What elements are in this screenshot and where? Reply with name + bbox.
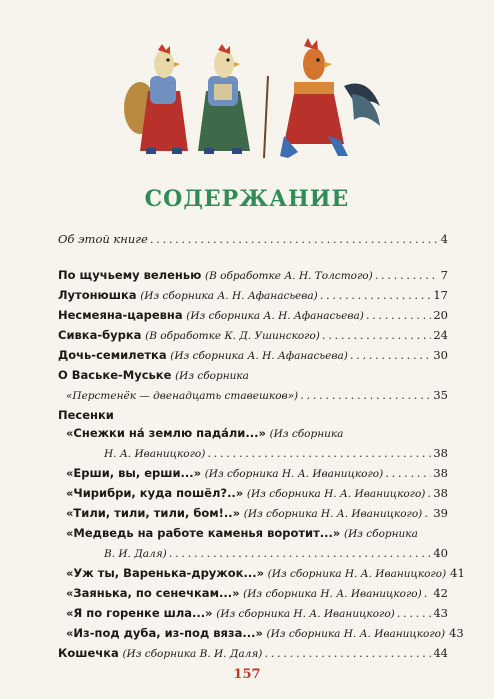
toc-entry[interactable]: «Медведь на работе каменья воротит...» (Из сборника <box>66 526 418 540</box>
hen-middle-icon <box>198 44 250 154</box>
toc-entry[interactable]: «Чирибри, куда пошёл?..» (Из сборника Н. А. Иваницкого) . . . 38 <box>66 486 448 503</box>
section-heading-songs: Песенки <box>58 408 114 422</box>
toc-entry[interactable]: Кошечка (Из сборника В. И. Даля) . . . 44 <box>58 646 448 663</box>
toc-entry[interactable]: О Ваське-Муське (Из сборника <box>58 368 249 382</box>
toc-entry[interactable]: Несмеяна-царевна (Из сборника А. Н. Афанасьева) . . . 20 <box>58 308 448 325</box>
page-number: 157 <box>233 667 261 682</box>
toc-entry[interactable]: «Снежки на́ землю пада́ли...» (Из сборника <box>66 426 344 440</box>
toc-entry[interactable]: По щучьему веленью (В обработке А. Н. Толстого) . . . 7 <box>58 268 448 285</box>
toc-entry-cont[interactable]: В. И. Даля) . . . 40 <box>104 546 448 563</box>
toc-entry[interactable]: «Я по горенке шла...» (Из сборника Н. А. Иваницкого) . . . 43 <box>66 606 448 623</box>
toc-entry[interactable]: «Уж ты, Варенька-дружок...» (Из сборника Н. А. Иваницкого) 41 <box>66 566 465 580</box>
toc-entry-cont[interactable]: Н. А. Иваницкого) . . . 38 <box>104 446 448 463</box>
page-title: СОДЕРЖАНИЕ <box>144 186 350 212</box>
hen-left-icon <box>124 44 188 154</box>
toc-entry[interactable]: «Ерши, вы, ерши...» (Из сборника Н. А. Иваницкого) . . . 38 <box>66 466 448 483</box>
toc-entry-cont[interactable]: «Перстенёк — двенадцать ставешков») . . . 35 <box>66 388 448 405</box>
toc-entry-about[interactable]: Об этой книге . . . 4 <box>58 232 448 249</box>
toc-entry[interactable]: «Тили, тили, тили, бом!..» (Из сборника Н. А. Иваницкого) . . . 39 <box>66 506 448 523</box>
folk-illustration <box>118 36 388 166</box>
rooster-icon <box>264 38 380 158</box>
toc-entry[interactable]: «Из-под дуба, из-под вяза...» (Из сборника Н. А. Иваницкого) 43 <box>66 626 464 640</box>
toc-entry[interactable]: Лутонюшка (Из сборника А. Н. Афанасьева) . . . 17 <box>58 288 448 305</box>
toc-entry[interactable]: Дочь-семилетка (Из сборника А. Н. Афанасьева) . . . 30 <box>58 348 448 365</box>
toc-entry[interactable]: «Заянька, по сенечкам...» (Из сборника Н. А. Иваницкого) . . . 42 <box>66 586 448 603</box>
leader-dots <box>150 232 439 246</box>
toc-entry[interactable]: Сивка-бурка (В обработке К. Д. Ушинского) . . . 24 <box>58 328 448 345</box>
